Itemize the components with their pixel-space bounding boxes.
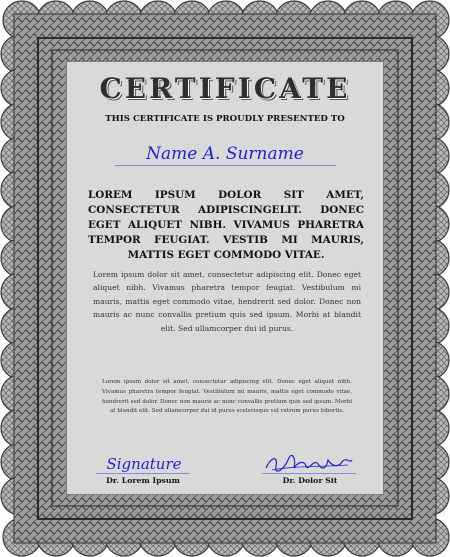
signatory-left: Dr. Lorem Ipsum: [106, 476, 180, 485]
bold-paragraph: LOREM IPSUM DOLOR SIT AMET, CONSECTETUR ADIPISCINGELIT. DONEC EGET ALIQUET NIBH. VIVAMUS PHARETRA TEMPOR FEUGIAT. VESTIB MI MAURIS, MATTIS EGET COMMODO VITAE.: [88, 189, 364, 261]
signatory-right: Dr. Dolor Sit: [282, 476, 338, 485]
fine-print-paragraph: Lorem ipsum dolor sit amet, consectetur adipiscing elit. Donec eget aliquet nibh. Vivamus pharetra tempor feugiat. Vestibulum mi mauris, mattis eget commodo vitae, hendrerit sed dolor. Donec non mauris ac nunc convallis pretium quis sed ipsum. Morbi at blandit elit. Sed ullamcorper dui id purus scelerisque vel rutrum purus lobortis.: [102, 379, 352, 415]
recipient-name: Name A. Surname: [146, 144, 304, 164]
left-signature-line: [96, 473, 190, 474]
certificate-title: CERTIFICATE: [99, 72, 351, 105]
name-underline: [115, 165, 336, 166]
right-signature-line: [262, 473, 356, 474]
body-paragraph: Lorem ipsum dolor sit amet, consectetur adipiscing elit. Donec eget aliquet nibh. Vivamus pharetra tempor feugiat. Vestibulum mi mauris, mattis eget commodo vitae, hendrerit sed dolor. Donec non mauris ac nunc convallis pretium quis sed ipsum. Morbi at blandit elit. Sed ullamcorper dui id purus.: [93, 270, 361, 333]
handwritten-signature-icon: [262, 452, 356, 474]
signature-label: Signature: [106, 455, 182, 473]
presented-to-line: THIS CERTIFICATE IS PROUDLY PRESENTED TO: [105, 114, 345, 124]
